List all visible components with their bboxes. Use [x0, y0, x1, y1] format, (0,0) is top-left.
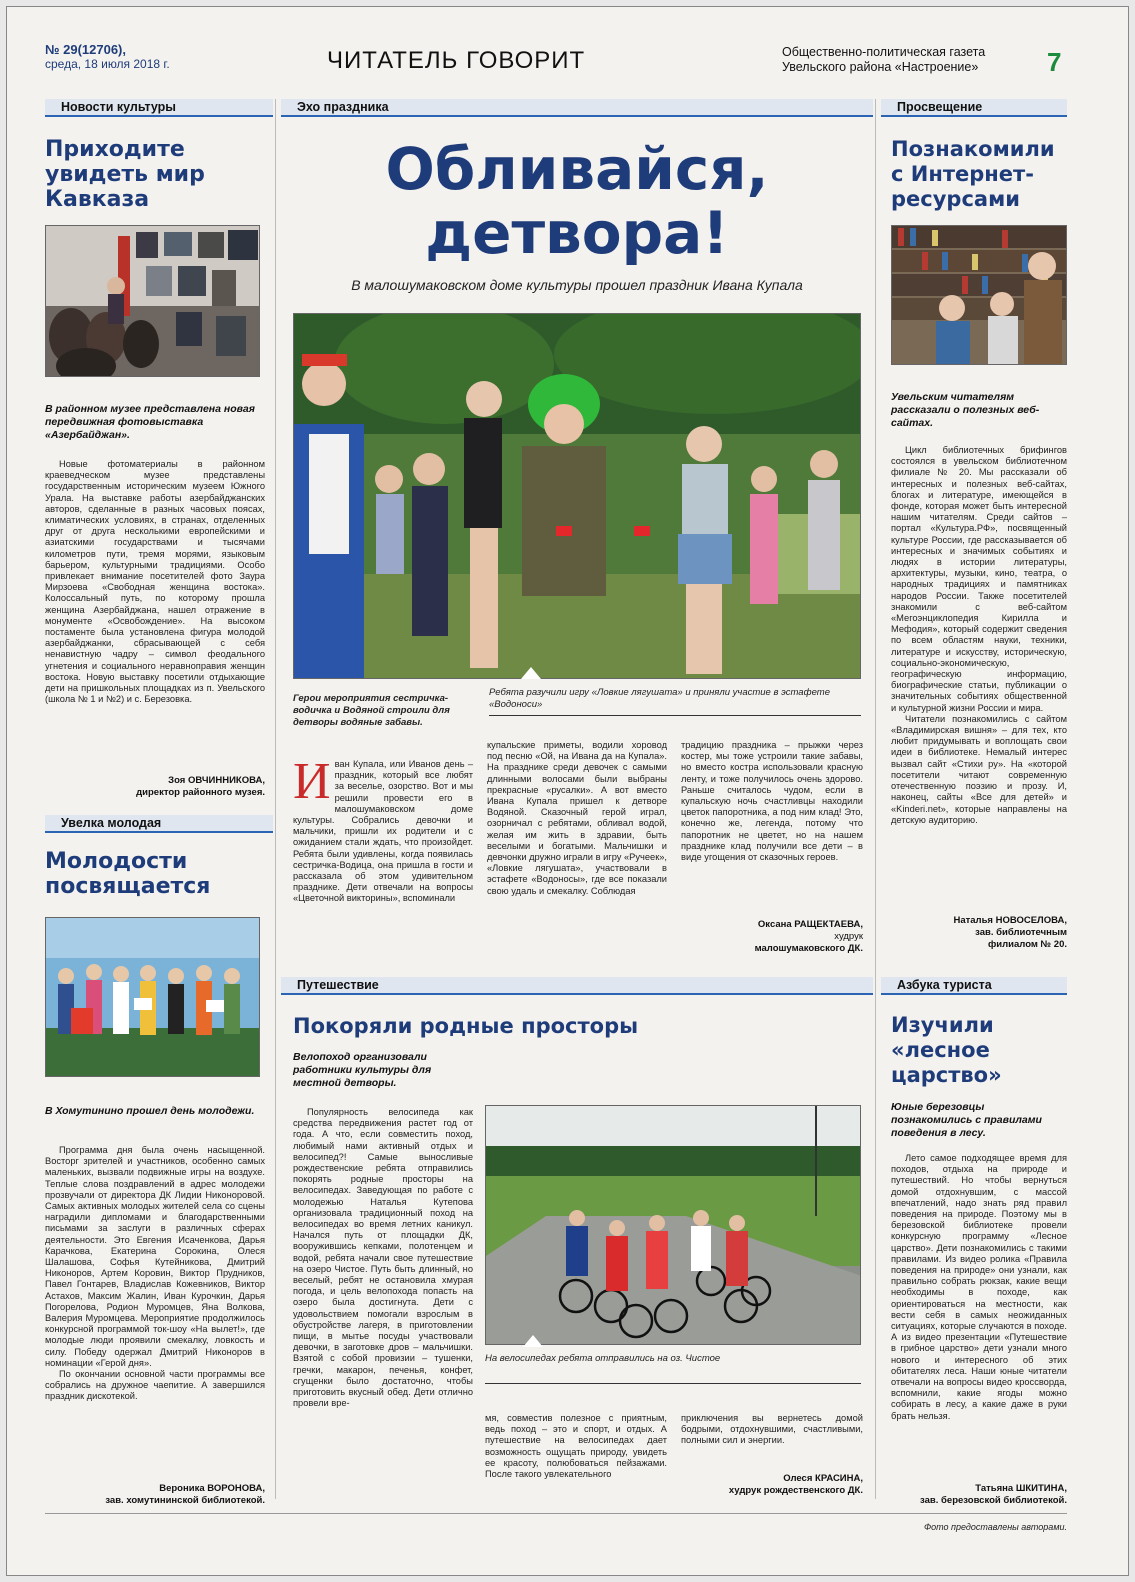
body-paragraph: Программа дня была очень насыщенной. Восторг зрителей и участников, особенно самых маленьких, вызвали подвижные игры на воздухе. Теплые слова поздравлений в адрес молодежи прозвучали от директора ДК Лидии Никоноровой. Самых активных молодых жителей села со сцены наградили дипломами и благодарственными письмами за заслуги в различных сферах деятельности. Это Евгения Исаченкова, Дарья Карачкова, Екатерина Сорокина, Олеся Шалашова, Софья Кутейникова, Дмитрий Никоноров, Артем Коровин, Виктор Прудников, Павел Гонтарев, Владислав Кожевников, Виктор Астахов, Максим Жалин, Иван Курочкин, Дарья Погорелова, Родион Муромцев, Яна Волкова, Валерия Муромцева. Мероприятие продолжилось конкурсной программой ток-шоу «На вылет!», где молодые люди проявили смекалку, ловкость и силу. Победу одержал Дмитрий Никоноров в номинации «Герой дня». [45, 1145, 265, 1368]
headline: Познакомили с Интернет-ресурсами [891, 137, 1055, 211]
author-role: зав. березовской библиотекой. [920, 1495, 1067, 1506]
author-role: директор районного музея. [136, 787, 265, 798]
column-divider [875, 99, 876, 1499]
newspaper-page [6, 6, 1129, 1576]
photo-caption: Герои мероприятия сестричка-водичка и Водяной строили для детворы водяные забавы. [293, 693, 450, 728]
photo-caption: Ребята разучили игру «Ловкие лягушата» и приняли участие в эстафете «Водоноси» [489, 687, 830, 710]
headline: Покоряли родные просторы [293, 1014, 639, 1038]
caption-pointer-icon [521, 667, 541, 679]
body-paragraph: купальские приметы, водили хоровод под песню «Ой, на Ивана да на Купала». На празднике среди девочек с самыми длинными волосами были выбраны прекрасные «русалки». А вот вместо Ивана Купала пришел к детворе Водяной. Сказочный герой играл, озорничал с ребятами, обливал водой, желая им жить в здравии, быть веселыми и богатыми. Мальчишки и девчонки дружно играли в игру «Ручеек», «Ловкие лягушата», участвовали в эстафете «Водоносы», где все показали свою удаль и смекалку. Соблюдая [487, 740, 668, 896]
article-body [891, 1153, 1067, 1422]
headline-line-1: Обливайся, [385, 135, 769, 203]
body-paragraph: Лето самое подходящее время для походов, отдыха на природе и путешествий. Но чтобы вернуться домой отдохнувшим, с массой впечатлений, надо знать ряд правил поведения на природе. Поэтому мы в березовской библиотеке провели конкурсную программу «Лесное царство». Дети познакомились с такими правилами. Из видео ролика «Правила поведения на природе» они узнали, как правильно собрать рюкзак, какие вещи необходимы в походе, как ориентироваться на местности, как вести себя в самых неожиданных ситуациях, которые случаются в походе. А из видео презентации «Путешествие в грибное царство» дети узнали много нового и интересного об этих обитателях леса. Наши юные читатели отвечали на вопросы видео кроссворда, вспомнили, какие ягоды можно собирать в лесу, а какие даже в руки брать нельзя. [891, 1153, 1067, 1421]
headline-line-2: детвора! [425, 199, 729, 267]
author-name: Вероника ВОРОНОВА, [159, 1483, 265, 1494]
issue-date: среда, 18 июля 2018 г. [45, 57, 170, 71]
headline: Молодости посвящается [45, 849, 211, 899]
photo-credit: Фото предоставлены авторами. [923, 1522, 1067, 1532]
article-signature [681, 1473, 863, 1497]
caption-rule [489, 715, 861, 716]
article-signature [891, 1483, 1067, 1507]
page-number: 7 [1047, 47, 1062, 77]
paper-line-2: Увельского района «Настроение» [782, 60, 979, 74]
article-signature [681, 919, 863, 955]
article-body [45, 459, 265, 705]
article-column-1 [293, 753, 473, 905]
article-column-3 [681, 1413, 863, 1447]
body-paragraph: Цикл библиотечных брифингов состоялся в увельском библиотечном филиале № 20. Мы рассказали об интересных и полезных веб-сайтах, блогах и литературе, имеющейся в фонде, которая может быть интересной нашим читателям. Среди сайтов – портал «Культура.РФ», посвященный культуре России, где рассказывается об интересных и значимых событиях и людях в истории литературы, архитектуры, музыки, кино, театра, о народных традициях и памятниках народов России. Также посетителей знакомили с веб-сайтом «Мегоэнциклопедия Кирилла и Мефодия», который содержит сведения по всем областям науки, техники, литературе и искусству, историческую, социально-экономическую, географическую информацию, биографические статьи, публикации о значительных событиях общественной и культурной жизни России и мира. [891, 445, 1067, 713]
headline: Приходите увидеть мир Кавказа [45, 137, 205, 212]
drop-cap: И [293, 753, 331, 810]
article-lead: В районном музее представлена новая передвижная фотовыставка «Азербайджан». [45, 403, 255, 441]
article-signature [891, 915, 1067, 951]
museum-photo [45, 225, 260, 377]
article-column-2 [485, 1413, 667, 1480]
author-role: зав. хомутининской библиотекой. [105, 1495, 265, 1506]
author-name: Наталья НОВОСЕЛОВА, [953, 915, 1067, 926]
footer-rule [45, 1513, 1067, 1514]
cycling-photo [485, 1105, 861, 1345]
page-title: ЧИТАТЕЛЬ ГОВОРИТ [327, 47, 586, 74]
issue-info [45, 43, 170, 71]
subheadline: В малошумаковском доме культуры прошел праздник Ивана Купала [351, 277, 803, 293]
article-column-2 [487, 740, 667, 897]
youth-photo [45, 917, 260, 1077]
section-header: Азбука туриста [881, 977, 1067, 995]
section-header: Увелка молодая [45, 815, 273, 833]
article-lead: В Хомутинино прошел день молодежи. [45, 1105, 255, 1117]
caption-rule [485, 1383, 861, 1384]
section-header: Новости культуры [45, 99, 273, 117]
issue-number: № 29(12706), [45, 42, 126, 57]
body-paragraph: приключения вы вернетесь домой бодрыми, отдохнувшими, счастливыми, полными сил и энергии. [681, 1413, 863, 1446]
caption-pointer-icon [523, 1335, 543, 1347]
library-photo [891, 225, 1067, 365]
author-role: филиалом № 20. [987, 939, 1067, 950]
article-body [45, 1145, 265, 1403]
photo-caption: На велосипедах ребята отправились на оз. Чистое [485, 1353, 721, 1364]
author-role: худрук [834, 931, 863, 942]
author-role: зав. библиотечным [975, 927, 1067, 938]
body-paragraph: мя, совместив полезное с приятным, ведь поход – это и спорт, и отдых. А путешествие на велосипедах дает возможность ощущать природу, увидеть ее красоту, полюбоваться пейзажами. После такого увлекательного [485, 1413, 667, 1480]
article-column-3 [681, 740, 863, 863]
body-text: ван Купала, или Иванов день – праздник, который все любят за веселье, озорство. Вот и мы решили провести его в малошумаковском доме культуры. Собрались девочки и мальчики, пришли их родители и с ожиданием стали ждать, что произойдет. Ребята были удивлены, когда появилась сестричка-Водица, она пришла в гости и рассказала об этом удивительном празднике. Дети отвечали на вопросы «Цветочной викторины», вспоминали [293, 759, 473, 904]
body-paragraph: По окончании основной части программы все собрались на дружное чаепитие. А завершился праздник дискотекой. [45, 1369, 265, 1402]
section-header: Путешествие [281, 977, 873, 995]
author-name: Оксана РАЩЕКТАЕВА, [757, 919, 863, 930]
kupala-photo [293, 313, 861, 679]
author-role: худрук рождественского ДК. [728, 1485, 863, 1496]
article-lead: Увельским читателям рассказали о полезных веб-сайтах. [891, 391, 1040, 429]
paper-name [782, 45, 985, 75]
section-header: Просвещение [881, 99, 1067, 117]
author-name: Зоя ОВЧИННИКОВА, [168, 775, 265, 786]
author-name: Татьяна ШКИТИНА, [975, 1483, 1067, 1494]
article-column-1 [293, 1107, 473, 1409]
article-signature [45, 1483, 265, 1507]
article-signature [45, 775, 265, 799]
section-header: Эхо праздника [281, 99, 873, 117]
body-paragraph: Читатели познакомились с сайтом «Владимирская вишня» – для тех, кто любит придумывать и воплощать свои идеи в библиотеке. Немалый интерес вызвал сайт «Стихи ру». На «которой посетители читают современную отечественную поэзию и прозу. И, наконец, сайты «Все для детей» и «Kinderi.net», которые направлены на детскую аудиторию. [891, 713, 1067, 825]
headline: Изучили «лесное царство» [891, 1013, 1002, 1087]
paper-line-1: Общественно-политическая газета [782, 45, 986, 59]
author-role: малошумаковского ДК. [754, 943, 863, 954]
article-lead: Велопоход организовали работники культуры для местной детворы. [293, 1051, 432, 1089]
article-lead: Юные березовцы познакомились с правилами поведения в лесу. [891, 1101, 1042, 1139]
main-headline [281, 137, 873, 265]
article-body [891, 445, 1067, 826]
body-paragraph: Новые фотоматериалы в районном краеведческом музее представлены государственным историческим музеем Южного Урала. На выставке работы азербайджанских авторов, сделанные в разных часовых поясах, климатических условиях, в странах, отделенных друг от друга несколькими европейскими и азиатскими государствами и тысячами километров пути, тремя морями, языковым барьером, культурными традициями. Особо привлекает внимание посетителей фото Заура Мирзоева «Свободная женщина востока». Колоссальный путь, по которому прошла женщина Азербайджана, нашел отражение в монументе «Освобождение». На высоком постаменте была установлена фигура молодой азербайджанки, сбрасывающей с себя ненавистную чадру – символ феодального угнетения и социального неравноправия женщин востока. Новую выставку посетили отдыхающие дети на пришкольных площадках из п. Увельского (школа № 1 и №2) и с. Березовка. [45, 459, 265, 705]
body-paragraph: традицию праздника – прыжки через костер, мы тоже устроили такие забавы, но вместо костра использовали красную ленту, и тоже получилось очень здорово. Раньше считалось чудом, если в купальскую ночь счастливцы находили цветок папоротника, а под ним клад! Это, конечно же, легенда, потому что папоротник не цветет, но на нашем празднике клад получили все дети – в виде угощения от сказочных героев. [681, 740, 863, 863]
column-divider [275, 99, 276, 1499]
author-name: Олеся КРАСИНА, [783, 1473, 863, 1484]
body-paragraph: Популярность велосипеда как средства передвижения растет год от года. А что, если совместить поход, любимый нами активный отдых и велосипед?! Самые выносливые рождественские ребята отправились покорять родные просторы на велосипедах. Заведующая по работе с молодежью Наталья Кутепова организовала традиционный поход на велосипедах во время летних каникул. Начался путь от площадки ДК, вооружившись кепками, полотенцем и водой, ребята начали свое путешествие на озеро Чистое. Путь быть длинный, но веселый, ребят не остановила хмурая погода, и цель велопохода попасть на озеро была достигнута. Дети с удовольствием помогали взрослым в обустройстве лагеря, в приготовлении пищи, в мытье посуды участвовали девочки, в заготовке дров – мальчишки. Взятой с собой провизии – тушенки, гречки, макарон, печенья, конфет, сгущенки было достаточно, чтобы приготовить вкусный обед. Дети отлично провели вре- [293, 1107, 473, 1409]
